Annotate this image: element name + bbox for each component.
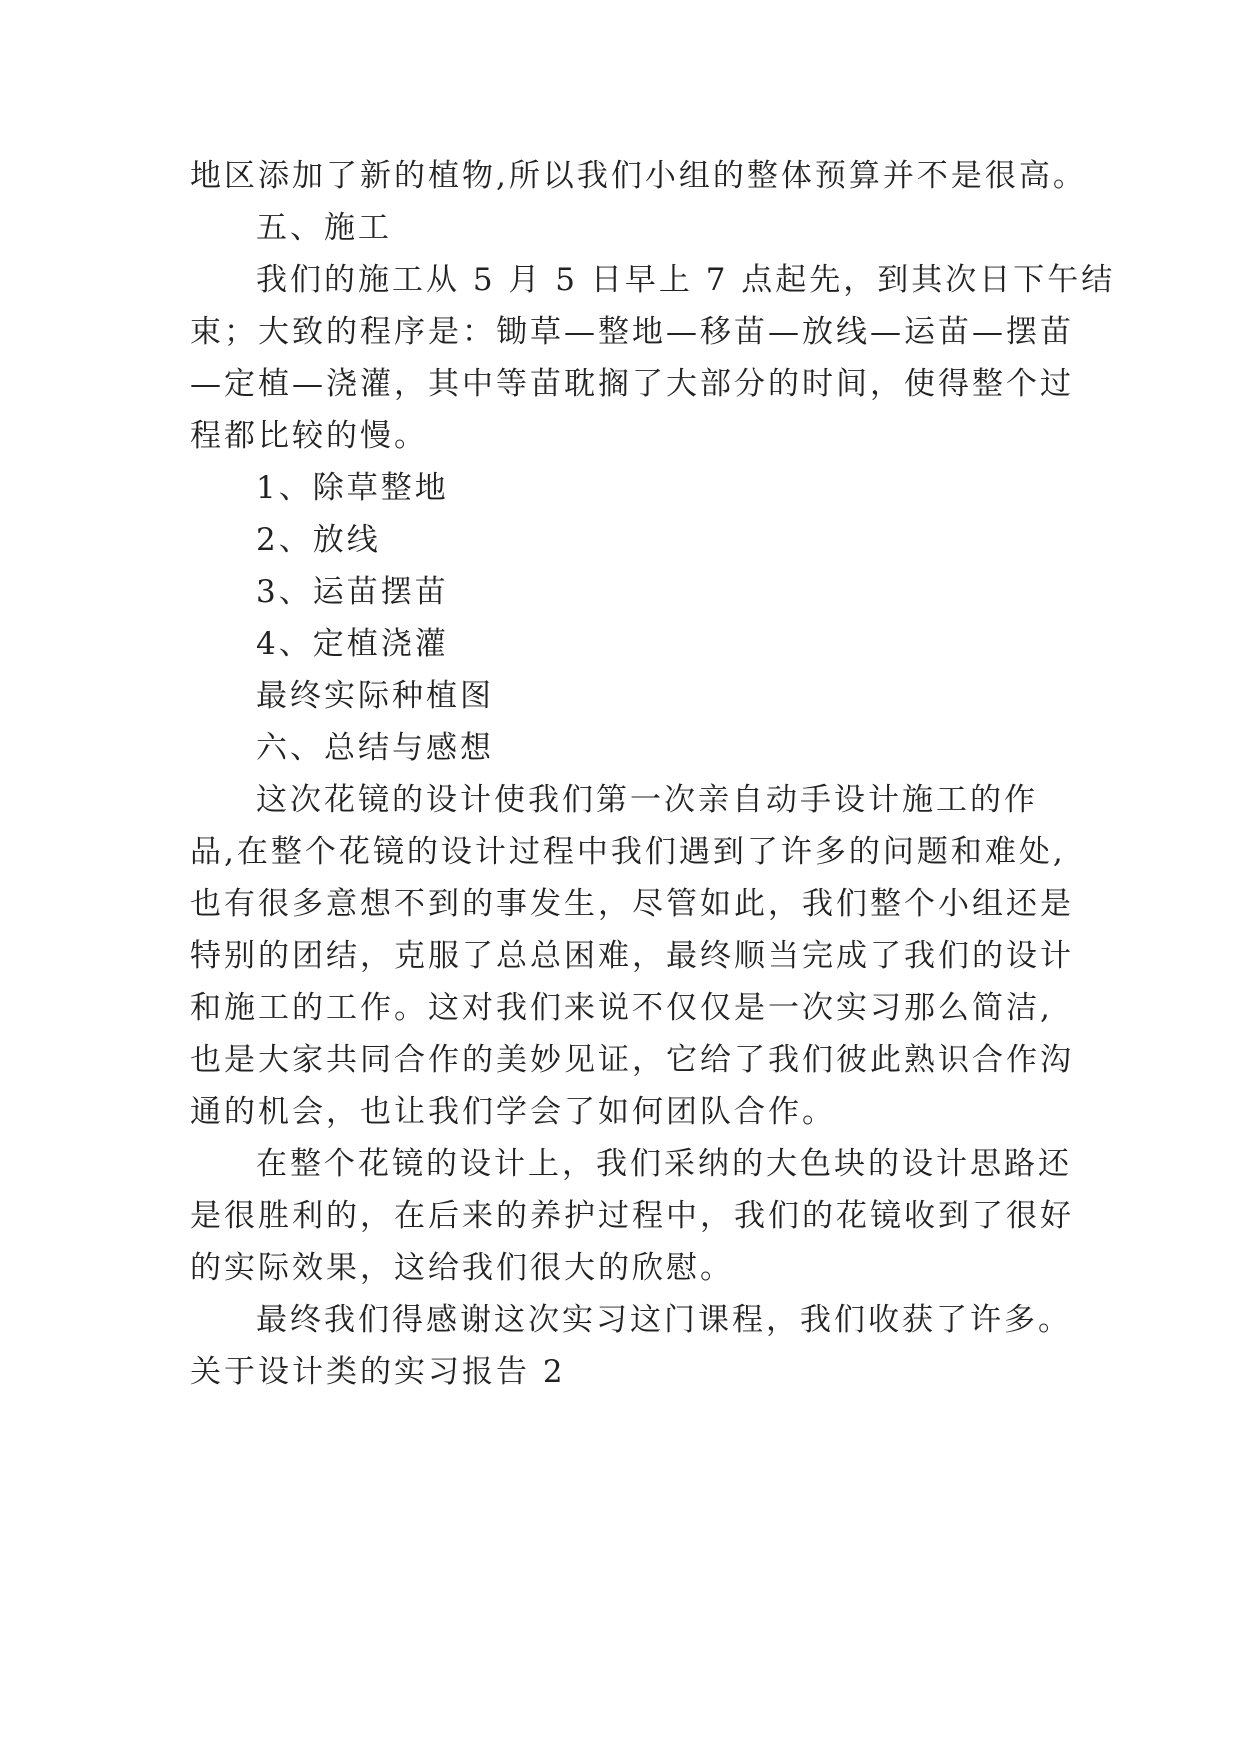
figure-caption: 最终实际种植图 <box>256 678 494 714</box>
paragraph-line: 的实际效果，这给我们很大的欣慰。 <box>190 1250 734 1286</box>
paragraph-line: 这次花镜的设计使我们第一次亲自动手设计施工的作 <box>256 782 1038 818</box>
paragraph-line: 束；大致的程序是：锄草—整地—移苗—放线—运苗—摆苗 <box>190 314 1074 350</box>
list-item: 4、定植浇灌 <box>256 626 449 662</box>
paragraph-line: 最终我们得感谢这次实习这门课程，我们收获了许多。 <box>256 1302 1072 1338</box>
paragraph-line: 品,在整个花镜的设计过程中我们遇到了许多的问题和难处, <box>190 834 1066 870</box>
paragraph-line: 我们的施工从 5 月 5 日早上 7 点起先，到其次日下午结 <box>256 262 1116 298</box>
report-title: 关于设计类的实习报告 2 <box>190 1354 566 1390</box>
paragraph-line: 程都比较的慢。 <box>190 418 428 454</box>
section-heading-construction: 五、施工 <box>256 210 392 246</box>
list-item: 2、放线 <box>256 522 381 558</box>
paragraph-line: 通的机会，也让我们学会了如何团队合作。 <box>190 1094 836 1130</box>
list-item: 3、运苗摆苗 <box>256 574 449 610</box>
paragraph-line: 也有很多意想不到的事发生，尽管如此，我们整个小组还是 <box>190 886 1074 922</box>
paragraph-line: 地区添加了新的植物,所以我们小组的整体预算并不是很高。 <box>190 158 1087 194</box>
paragraph-line: 是很胜利的，在后来的养护过程中，我们的花镜收到了很好 <box>190 1198 1074 1234</box>
paragraph-line: 特别的团结，克服了总总困难，最终顺当完成了我们的设计 <box>190 938 1074 974</box>
list-item: 1、除草整地 <box>256 470 449 506</box>
paragraph-line: 也是大家共同合作的美妙见证，它给了我们彼此熟识合作沟 <box>190 1042 1074 1078</box>
paragraph-line: —定植—浇灌，其中等苗耽搁了大部分的时间，使得整个过 <box>190 366 1074 402</box>
paragraph-line: 在整个花镜的设计上，我们采纳的大色块的设计思路还 <box>256 1146 1072 1182</box>
section-heading-summary: 六、总结与感想 <box>256 730 494 766</box>
paragraph-line: 和施工的工作。这对我们来说不仅仅是一次实习那么简洁, <box>190 990 1053 1026</box>
